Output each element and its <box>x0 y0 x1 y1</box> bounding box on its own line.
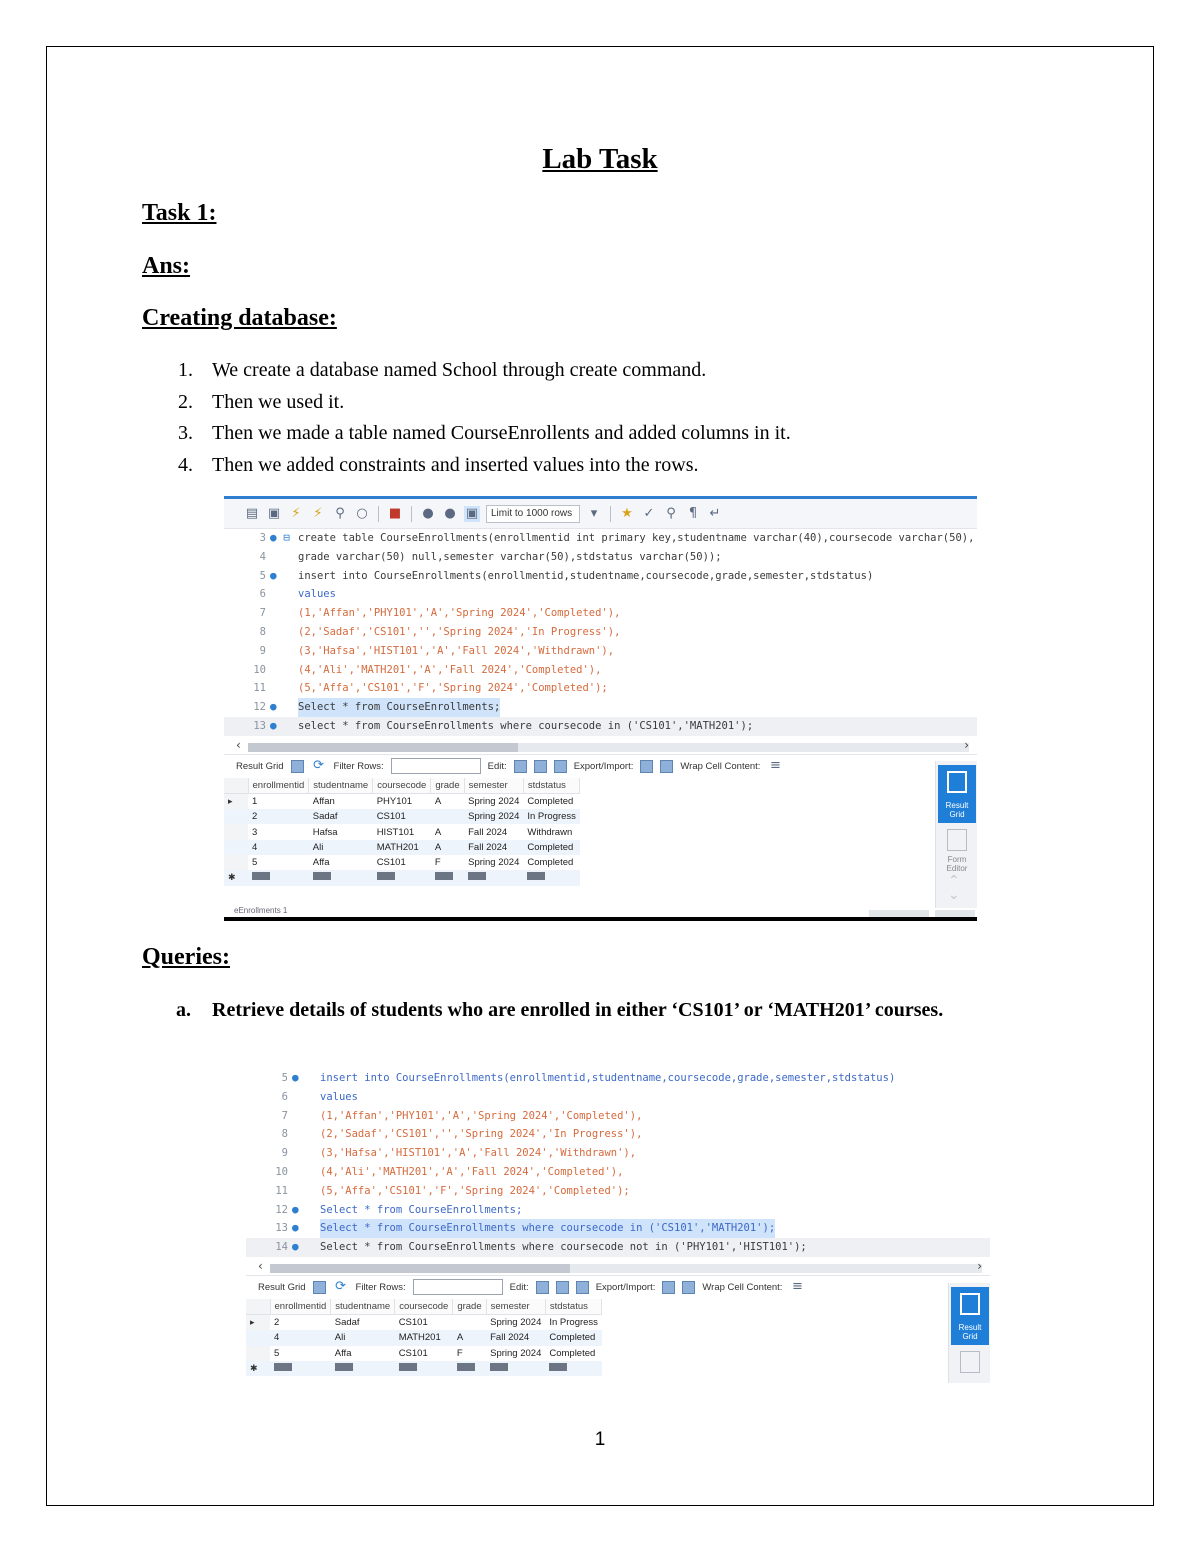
cell[interactable]: Sadaf <box>309 809 373 824</box>
cell[interactable]: Completed <box>527 796 574 808</box>
row-header <box>246 1346 270 1361</box>
commit-icon[interactable]: ● <box>422 505 434 521</box>
code-line: 13 ● select * from CourseEnrollments where coursecode in ('CS101','MATH201'); <box>224 717 977 736</box>
cell[interactable]: 2 <box>248 809 309 824</box>
row-header-corner <box>224 778 248 794</box>
filter-rows-label: Filter Rows: <box>355 1281 406 1293</box>
column-header[interactable]: enrollmentid <box>248 778 309 794</box>
edit-label: Edit: <box>509 1281 529 1293</box>
page-number: 1 <box>594 1429 606 1450</box>
horizontal-scrollbar[interactable] <box>246 1258 990 1275</box>
wrap-cell-icon[interactable]: ≡ <box>770 758 781 774</box>
cell[interactable]: CS101 <box>376 857 406 869</box>
cell[interactable]: Completed <box>549 1347 596 1359</box>
scroll-right-icon[interactable]: › <box>977 1258 982 1273</box>
query-text: Retrieve details of students who are enrolled in either ‘CS101’ or ‘MATH201’ courses. <box>212 999 944 1021</box>
code-line: 4 grade varchar(50) null,semester varchar(50),stdstatus varchar(50)); <box>259 550 722 563</box>
code-line: 11 (5,'Affa','CS101','F','Spring 2024','Completed'); <box>275 1184 630 1197</box>
cell[interactable] <box>431 809 464 824</box>
new-row-marker: ✱ <box>246 1361 270 1376</box>
cell[interactable]: Spring 2024 <box>468 796 520 808</box>
scrollbar-thumb[interactable] <box>270 1264 570 1273</box>
autocommit-icon[interactable]: ▣ <box>465 505 479 521</box>
table-row[interactable] <box>224 824 580 839</box>
null-badge <box>490 1363 508 1371</box>
null-badge <box>252 872 270 880</box>
result-grid-tab[interactable]: Result Grid <box>258 1281 306 1293</box>
scrollbar-thumb[interactable] <box>248 743 518 752</box>
row-header <box>224 840 248 855</box>
code-line: 11 (5,'Affa','CS101','F','Spring 2024','Completed'); <box>253 682 608 695</box>
code-line: 13 ● Select * from CourseEnrollments where coursecode in ('CS101','MATH201'); <box>246 1219 990 1238</box>
import-icon[interactable] <box>660 760 673 773</box>
export-icon[interactable] <box>640 760 653 773</box>
cell[interactable]: F <box>456 1347 463 1359</box>
code-line: 12 ● Select * from CourseEnrollments; <box>224 698 977 717</box>
code-line: 9 (3,'Hafsa','HIST101','A','Fall 2024','Withdrawn'), <box>281 1147 637 1160</box>
sql-code-editor[interactable] <box>246 1067 990 1257</box>
code-line: 5 ● insert into CourseEnrollments(enrollmentid,studentname,coursecode,grade,semester,stdstatus) <box>281 1071 896 1084</box>
cell[interactable]: Withdrawn <box>527 826 573 838</box>
table-row[interactable] <box>246 1330 602 1345</box>
result-toolbar <box>246 1275 990 1299</box>
cell[interactable]: A <box>453 1330 486 1345</box>
null-badge <box>399 1363 417 1371</box>
table-row[interactable] <box>224 840 580 855</box>
edit-row-icon[interactable] <box>514 760 527 773</box>
new-row[interactable] <box>246 1361 602 1376</box>
workbench-screenshot-create <box>224 496 977 921</box>
column-header[interactable]: studentname <box>331 1299 395 1315</box>
cell[interactable]: Spring 2024 <box>490 1317 542 1329</box>
new-row[interactable] <box>224 870 580 885</box>
column-header[interactable]: stdstatus <box>523 778 580 794</box>
execute-current-icon[interactable]: ⚡ <box>313 505 323 521</box>
cell[interactable]: Affa <box>334 1347 352 1359</box>
beautify-star-icon[interactable]: ★ <box>621 505 633 521</box>
limit-rows-select[interactable]: Limit to 1000 rows <box>486 505 580 523</box>
cell[interactable]: MATH201 <box>395 1330 453 1345</box>
null-cell[interactable] <box>545 1361 602 1376</box>
task-heading: Task 1: <box>142 200 217 226</box>
cell[interactable]: Ali <box>331 1330 395 1345</box>
result-grid <box>224 778 580 886</box>
result-grid-tab[interactable]: Result Grid <box>236 760 284 772</box>
new-row-marker: ✱ <box>224 870 248 885</box>
cell[interactable]: In Progress <box>523 809 580 824</box>
wrap-cell-label: Wrap Cell Content: <box>680 760 761 772</box>
cell[interactable]: Completed <box>527 857 574 869</box>
code-line: 10 (4,'Ali','MATH201','A','Fall 2024','Completed'), <box>253 663 602 676</box>
column-header[interactable]: coursecode <box>395 1299 453 1315</box>
document-title: Lab Task <box>542 143 658 175</box>
cell[interactable]: PHY101 <box>376 796 413 808</box>
result-toolbar <box>224 754 977 778</box>
wrap-cell-label: Wrap Cell Content: <box>702 1281 783 1293</box>
row-header-corner <box>246 1299 270 1315</box>
form-icon <box>947 829 967 851</box>
code-line: 6 values <box>281 1090 358 1103</box>
cell[interactable]: Spring 2024 <box>464 809 523 824</box>
chevron-up-icon[interactable]: ⌃ <box>948 873 960 889</box>
execute-lightning-icon[interactable]: ⚡ <box>291 505 301 521</box>
cell[interactable]: Completed <box>545 1330 602 1345</box>
null-cell[interactable] <box>464 870 523 885</box>
cell[interactable]: Sadaf <box>334 1317 360 1329</box>
export-icon[interactable] <box>662 1281 675 1294</box>
null-cell[interactable] <box>331 1361 395 1376</box>
row-pointer-icon: ▸ <box>246 1315 270 1330</box>
toolbar-divider <box>378 506 379 522</box>
edit-row-icon[interactable] <box>536 1281 549 1294</box>
insert-row-icon[interactable] <box>556 1281 569 1294</box>
row-header <box>246 1330 270 1345</box>
sql-code-editor[interactable] <box>224 529 977 736</box>
refresh-icon[interactable]: ⟳ <box>335 1279 346 1295</box>
scroll-right-icon[interactable]: › <box>964 737 969 752</box>
table-row[interactable] <box>224 855 580 870</box>
cell[interactable]: 5 <box>274 1347 280 1359</box>
stop-icon[interactable]: ○ <box>356 505 368 521</box>
grid-icon[interactable] <box>291 760 304 773</box>
form-icon <box>960 1351 980 1373</box>
null-badge <box>468 872 486 880</box>
table-row[interactable] <box>246 1315 602 1330</box>
rollback-icon[interactable]: ● <box>444 505 456 521</box>
code-line: 12 ● Select * from CourseEnrollments; <box>275 1202 523 1216</box>
query-a <box>176 996 1060 1025</box>
export-import-label: Export/Import: <box>595 1281 656 1293</box>
code-line: 14 ● Select * from CourseEnrollments where coursecode not in ('PHY101','HIST101'); <box>246 1238 990 1257</box>
null-badge <box>527 872 545 880</box>
result-grid-side-button[interactable]: Result Grid <box>938 765 976 823</box>
cell[interactable]: Fall 2024 <box>464 840 523 855</box>
null-cell[interactable] <box>453 1361 486 1376</box>
cell[interactable]: Hafsa <box>312 826 338 838</box>
toolbar-divider <box>411 506 412 522</box>
column-header[interactable]: grade <box>431 778 464 794</box>
filter-rows-label: Filter Rows: <box>333 760 384 772</box>
explain-magnifier-icon[interactable]: ⚲ <box>335 505 345 521</box>
null-cell[interactable] <box>431 870 464 885</box>
grid-icon[interactable] <box>313 1281 326 1294</box>
toolbar-divider <box>610 506 611 522</box>
list-item: 1. We create a database named School through create command. <box>178 359 707 381</box>
null-badge <box>313 872 331 880</box>
code-line: 7 (1,'Affan','PHY101','A','Spring 2024','Completed'), <box>259 607 621 620</box>
cell[interactable]: Completed <box>523 840 580 855</box>
column-header[interactable]: grade <box>453 1299 486 1315</box>
null-cell[interactable] <box>486 1361 545 1376</box>
sql-editor-toolbar <box>224 499 977 529</box>
insert-row-icon[interactable] <box>534 760 547 773</box>
result-side-rail <box>935 761 977 911</box>
revert-button[interactable] <box>935 910 975 917</box>
chevron-down-icon[interactable]: ⌄ <box>948 887 960 903</box>
import-icon[interactable] <box>682 1281 695 1294</box>
null-cell[interactable] <box>523 870 580 885</box>
form-editor-side-button[interactable] <box>957 1351 983 1377</box>
open-folder-icon[interactable]: ▤ <box>245 505 259 521</box>
column-header[interactable]: coursecode <box>373 778 431 794</box>
export-import-label: Export/Import: <box>573 760 634 772</box>
table-row[interactable] <box>246 1346 602 1361</box>
invisible-chars-icon[interactable]: ¶ <box>688 505 698 521</box>
form-editor-side-button[interactable]: Form Editor <box>944 829 970 873</box>
null-badge <box>274 1363 292 1371</box>
cell[interactable]: 4 <box>270 1330 331 1345</box>
column-header[interactable]: studentname <box>309 778 373 794</box>
dropdown-arrow-icon[interactable]: ▾ <box>590 505 598 521</box>
code-line: 7 (1,'Affan','PHY101','A','Spring 2024','Completed'), <box>281 1109 643 1122</box>
scroll-left-icon[interactable]: ‹ <box>258 1258 263 1273</box>
null-cell[interactable] <box>270 1361 331 1376</box>
cell[interactable]: HIST101 <box>376 826 415 838</box>
cell[interactable]: 3 <box>252 826 258 838</box>
filter-rows-input[interactable] <box>413 1279 503 1295</box>
cell[interactable]: Affan <box>312 796 335 808</box>
cell[interactable]: CS101 <box>373 809 431 824</box>
cell[interactable]: A <box>434 826 442 838</box>
cell[interactable]: A <box>434 796 442 808</box>
cell[interactable]: F <box>434 857 441 869</box>
beautify-wand-icon[interactable]: ✓ <box>643 505 655 521</box>
edit-label: Edit: <box>487 760 507 772</box>
toggle-error-icon[interactable]: ■ <box>388 505 402 521</box>
cell[interactable] <box>453 1315 486 1330</box>
row-header <box>224 824 248 839</box>
delete-row-icon[interactable] <box>576 1281 589 1294</box>
column-header[interactable]: semester <box>464 778 523 794</box>
apply-button[interactable] <box>869 910 929 917</box>
cell[interactable]: 4 <box>248 840 309 855</box>
cell[interactable]: CS101 <box>398 1317 428 1329</box>
null-cell[interactable] <box>309 870 373 885</box>
cell[interactable]: A <box>431 840 464 855</box>
grid-icon <box>947 771 967 793</box>
result-tab-strip <box>224 908 977 917</box>
scroll-left-icon[interactable]: ‹ <box>236 737 241 752</box>
result-tab[interactable]: eEnrollments 1 <box>234 906 288 915</box>
cell[interactable]: 1 <box>252 796 258 808</box>
code-line: 8 (2,'Sadaf','CS101','','Spring 2024','In Progress'), <box>281 1128 643 1141</box>
save-icon[interactable]: ▣ <box>267 505 281 521</box>
result-grid <box>246 1299 602 1376</box>
cell[interactable]: In Progress <box>549 1317 598 1329</box>
queries-heading: Queries: <box>142 944 230 970</box>
wrap-cell-icon[interactable]: ≡ <box>792 1279 803 1295</box>
cell[interactable]: MATH201 <box>373 840 431 855</box>
column-header[interactable]: enrollmentid <box>270 1299 331 1315</box>
delete-row-icon[interactable] <box>554 760 567 773</box>
result-side-rail <box>948 1283 990 1383</box>
steps-list <box>178 356 791 482</box>
query-letter: a. <box>176 999 191 1021</box>
cell[interactable]: Fall 2024 <box>486 1330 545 1345</box>
wrap-lines-icon[interactable]: ↵ <box>709 505 721 521</box>
grid-header-row <box>246 1299 602 1315</box>
cell[interactable]: Affa <box>312 857 330 869</box>
cell[interactable]: 2 <box>274 1317 280 1329</box>
result-grid-side-button[interactable]: Result Grid <box>951 1287 989 1345</box>
cell[interactable]: Fall 2024 <box>468 826 508 838</box>
null-badge <box>549 1363 567 1371</box>
cell[interactable]: 5 <box>252 857 258 869</box>
row-pointer-icon: ▸ <box>224 794 248 809</box>
null-badge <box>435 872 453 880</box>
table-row[interactable] <box>224 809 580 824</box>
workbench-screenshot-query <box>246 1067 990 1383</box>
null-cell[interactable] <box>373 870 431 885</box>
code-line: 3 ● ⊟ create table CourseEnrollments(enrollmentid int primary key,studentname varchar(40),coursecode varchar(50), <box>259 531 975 544</box>
horizontal-scrollbar[interactable] <box>224 737 977 754</box>
null-badge <box>457 1363 475 1371</box>
column-header[interactable]: stdstatus <box>545 1299 602 1315</box>
row-header <box>224 855 248 870</box>
list-item: 4. Then we added constraints and inserted values into the rows. <box>178 453 699 476</box>
null-badge <box>335 1363 353 1371</box>
null-badge <box>377 872 395 880</box>
grid-header-row <box>224 778 580 794</box>
column-header[interactable]: semester <box>486 1299 545 1315</box>
code-line: 8 (2,'Sadaf','CS101','','Spring 2024','In Progress'), <box>259 625 621 638</box>
cell[interactable]: Spring 2024 <box>468 857 520 869</box>
ans-heading: Ans: <box>142 253 191 279</box>
cell[interactable]: Spring 2024 <box>490 1347 542 1359</box>
code-line: 10 (4,'Ali','MATH201','A','Fall 2024','Completed'), <box>275 1165 624 1178</box>
row-header <box>224 809 248 824</box>
cell[interactable]: CS101 <box>398 1347 428 1359</box>
null-cell[interactable] <box>248 870 309 885</box>
code-line: 6 values <box>259 588 336 601</box>
null-cell[interactable] <box>395 1361 453 1376</box>
table-row[interactable] <box>224 794 580 809</box>
creating-database-heading: Creating database: <box>142 305 337 331</box>
list-item: 2. Then we used it. <box>178 390 345 413</box>
grid-icon <box>960 1293 980 1315</box>
list-item: 3. Then we made a table named CourseEnrollents and added columns in it. <box>178 422 791 444</box>
cell[interactable]: Ali <box>309 840 373 855</box>
filter-rows-input[interactable] <box>391 758 481 774</box>
code-line: 5 ● insert into CourseEnrollments(enrollmentid,studentname,coursecode,grade,semester,stdstatus) <box>259 568 874 582</box>
code-line: 9 (3,'Hafsa','HIST101','A','Fall 2024','Withdrawn'), <box>259 644 615 657</box>
refresh-icon[interactable]: ⟳ <box>313 758 324 774</box>
find-icon[interactable]: ⚲ <box>666 505 676 521</box>
